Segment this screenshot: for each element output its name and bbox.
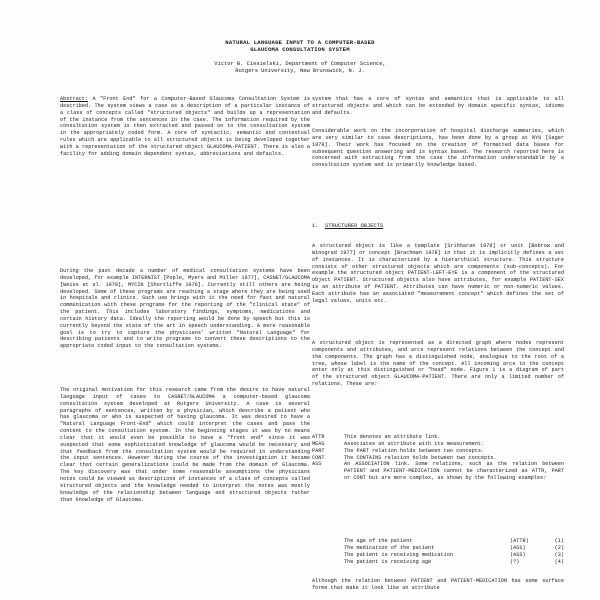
related-work-paragraph — [312, 128, 564, 169]
author-block — [0, 61, 600, 74]
example-relation: (ASS) — [510, 551, 526, 558]
definition-row — [312, 455, 564, 462]
definition-description: An ASSOCIATION link. Some relations, such as the relation between PATIENT and PATIENT-MEDICATION cannot be characterized as ATTR, PART or CONT but are more complex, as shown by the following examples: — [344, 461, 564, 482]
definition-term: MEAS — [312, 440, 325, 447]
example-row — [344, 545, 564, 552]
graph-text: A structured object is represented as a directed graph where nodes represent components and attributes, and arcs represent relations between the concept and the components. The graph has a distinguished node, analogous to the root of a tree, whose label is the name of the concept. All incoming arcs to the concept enter only at this distinguished or "head" node. Figure 1 is a diagram of part of the structured object GLAUCOMA-PATIENT. There are only a limited number of relations. These are: — [312, 340, 564, 388]
example-number: (3) — [554, 551, 564, 558]
section-number: 1. — [312, 223, 319, 229]
paper-title — [0, 40, 600, 53]
example-text: The patient is receiving age — [344, 558, 432, 565]
author-line-1: Victor B. Ciesielski, Department of Computer Science, — [214, 61, 386, 67]
definition-term: CONT — [312, 454, 325, 461]
right-continuation-text: system that has a core of syntax and semantics that is applicable to all structured objects and which can be extended by domain specific syntax, idioms and defaults. — [312, 96, 564, 116]
relation-definitions — [312, 434, 564, 482]
example-relation: (ASS) — [510, 544, 526, 551]
related-work-text: Considerable work on the incorporation of hospital discharge summaries, which are very similar to case descriptions, has been done by a group at NYU [Sager 1978]. Their work has focused on the creation of formatted data bases for subsequent question answering and is syntax based. The research reported here is concerned with extracting from the case the information understandable by a consultation system and is primarily knowledge based. — [312, 128, 564, 169]
abstract-text: A "Front End" for a Computer-Based Glaucoma Consultation System is described. The system views a case as a description of a particular instance of a class of concepts called "structured objects" and builds up a representation of the instance from the sentences in the case. The information required by the consultation system is then extracted and passed on to the consultation system in the appropriately coded form. A core of syntactic, semantic and contextual rules which are applicable to all structured objects is being developed together with a representation of the structured object GLAUCOMA-PATIENT. There is also a facility for adding domain dependent syntax, abbreviations and defaults. — [60, 96, 310, 157]
title-line-1: NATURAL LANGUAGE INPUT TO A COMPUTER-BASED — [225, 39, 375, 46]
example-list — [344, 538, 564, 565]
title-line-2: GLAUCOMA CONSULTATION SYSTEM — [250, 45, 350, 53]
graph-paragraph — [312, 340, 564, 388]
definition-description: Associates an attribute with its measurement. — [344, 440, 485, 447]
right-continuation — [312, 96, 564, 117]
structured-objects-text: A structured object is like a template [Srihharan 1978] or unit [Bobrow and Winograd 1977] or concept [Brachman 1978] in that it is implicitly defines a set of instances. It is characterized by a hierarchical structure. This structure consists of other structured objects which are components (sub-concepts). For example the structured object PATIENT-LEFT-EYE is a component of the structured object PATIENT. Structured objects also have attributes, for example PATIENT-SEX is an attribute of PATIENT. Attributes can have numeric or non-numeric values. Each attribute has an associated "measurement concept" which defines the set of legal values, units etc. — [312, 243, 564, 304]
intro-text-2: The original motivation for this research came from the desire to have natural language input of cases to CASNET/GLAUCOMA a computer-based glaucoma consultation system developed at Rutgers University. A case is several paragraphs of sentences, written by a physician, which describe a patient who has glaucoma or who is suspected of having glaucoma. It was desired to have a "Natural Language Front-End" which could interpret the cases and pass the content to the consultation system. In the beginning stages it was by no means clear that it would even be possible to have a "front end" since it was suspected that some sophisticated knowledge of glaucoma would be necessary and that feedback from the consultation system would be required in understanding the input sentences. However during the course of the investigation it became clear that certain generalizations could be made from the domain of Glaucoma. The key discovery was that under some reasonable assumptions the physicians notes could be viewed as descriptions of instances of a class of concepts called structured objects and the knowledge needed to interpret the notes was mostly knowledge of the relationship between language and structured objects rather than knowledge of Glaucoma. — [60, 387, 310, 503]
intro-paragraph-2 — [60, 387, 310, 503]
example-number: (4) — [554, 558, 564, 565]
definition-row — [312, 441, 564, 448]
closing-paragraph — [312, 578, 564, 592]
intro-paragraph-1 — [60, 268, 310, 350]
definition-term: ASS — [312, 461, 322, 468]
definition-term: ATTR — [312, 434, 325, 440]
example-row — [344, 559, 564, 566]
example-number: (1) — [554, 538, 564, 544]
example-number: (2) — [554, 544, 564, 551]
definition-term: PART — [312, 447, 325, 454]
example-row — [344, 552, 564, 559]
example-relation: (ATTR) — [510, 538, 529, 544]
definition-description: The CONTAINS relation holds between two concepts. — [344, 454, 497, 461]
example-row — [344, 538, 564, 545]
section-heading — [312, 223, 383, 229]
abstract-label: Abstract: — [60, 96, 89, 102]
example-text: The patient is receiving medication — [344, 551, 453, 558]
closing-text: Although the relation between PATIENT and PATIENT-MEDICATION has some surface forms that make it look like an attribute — [312, 578, 564, 591]
structured-objects-paragraph — [312, 243, 564, 305]
definition-row — [312, 461, 564, 482]
definition-description: This denotes an attribute link. — [344, 434, 441, 440]
section-title: STRUCTURED OBJECTS — [324, 223, 384, 229]
example-text: The medication of the patient — [344, 544, 435, 551]
abstract — [60, 96, 310, 158]
example-relation: (?) — [510, 558, 520, 565]
example-text: The age of the patient — [344, 538, 413, 544]
definition-row — [312, 448, 564, 455]
definition-description: The PART relation holds between two concepts. — [344, 447, 485, 454]
author-line-2: Rutgers University, New Brunswick, N. J. — [235, 67, 365, 74]
definition-row — [312, 434, 564, 441]
intro-text-1: During the past decade a number of medical consultation systems have been developed, for example INTERNIST [Pople, Myers and Miller 1977], CASNET/GLAUCOMA [Weiss et al. 1978], MYCIN [Shortliffe 1976]. Currently still others are being developed. Some of these programs are reaching a stage where they are being used in hospitals and clinics. Such use brings with it the need for fast and natural communication with these programs for the reporting of the "clinical state" of the patient. This includes laboratory findings, symptoms, medications and certain history data. Ideally the reporting would be done by speech but this is currently beyond the state of the art in speech understanding. A more reasonable goal is to try to capture the physicians' written "Natural Language" for describing patients and to write programs to convert these descriptions to the appropriate coded input to the consultation systems. — [60, 268, 310, 350]
